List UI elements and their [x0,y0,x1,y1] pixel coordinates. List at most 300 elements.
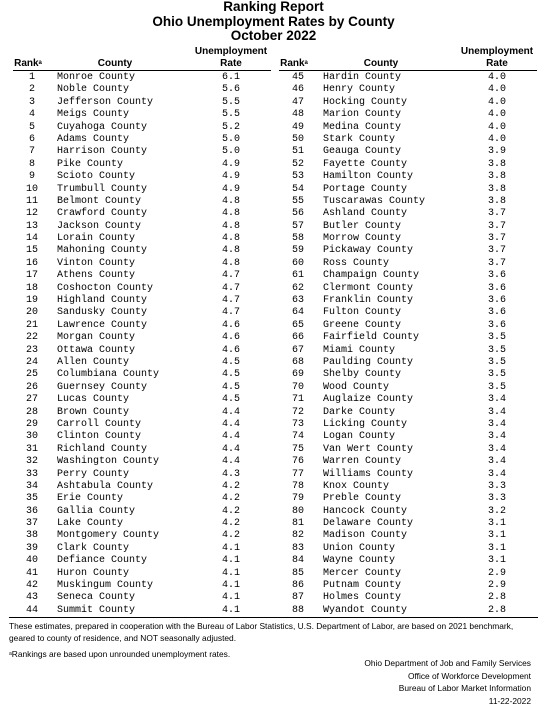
header-rule [13,70,271,71]
footnotes [0,617,547,660]
rate-cell: 3.4 [487,418,506,430]
rate-cell: 4.1 [221,542,240,554]
county-cell: Paulding County [323,356,414,368]
table-row [13,568,271,580]
rank-cell: 25 [25,369,38,381]
report-date: 11-22-2022 [488,695,531,706]
county-cell: Washington County [57,456,160,468]
rank-cell: 17 [25,270,38,282]
rate-cell: 4.7 [221,295,240,307]
rank-cell: 38 [25,530,38,542]
rate-cell: 4.2 [221,505,240,517]
rank-cell: 48 [291,109,304,121]
table-row [279,122,537,134]
rate-cell: 3.6 [487,307,506,319]
report-title: Ranking Report [223,0,324,14]
table-row [279,184,537,196]
table-row [279,481,537,493]
county-cell: Noble County [57,84,130,96]
table-row [279,109,537,121]
county-cell: Richland County [57,443,148,455]
table-row [279,469,537,481]
table-row [13,605,271,617]
table-row [13,419,271,431]
rank-cell: 22 [25,332,38,344]
table-row [13,481,271,493]
rank-cell: 11 [25,195,38,207]
county-cell: Lake County [57,518,124,530]
rank-header: Rank$^a$ [280,58,308,69]
rate-cell: 3.5 [487,332,506,344]
rate-cell: 3.6 [487,282,506,294]
rate-cell: 4.5 [221,394,240,406]
county-cell: Licking County [323,418,408,430]
table-row [13,283,271,295]
rate-cell: 3.8 [487,158,506,170]
rank-cell: 3 [28,96,35,108]
table-row [279,518,537,530]
rank-cell: 41 [25,567,38,579]
county-cell: Allen County [57,356,130,368]
county-cell: Lucas County [57,394,130,406]
table-row [13,493,271,505]
rank-cell: 50 [291,133,304,145]
rank-cell: 8 [28,158,35,170]
rate-cell: 3.6 [487,270,506,282]
rank-cell: 76 [291,456,304,468]
rank-cell: 4 [28,109,35,121]
rate-cell: 3.5 [487,369,506,381]
rank-cell: 80 [291,505,304,517]
table-row [279,146,537,158]
county-cell: Ashtabula County [57,480,154,492]
county-cell: Logan County [323,431,396,443]
rank-cell: 43 [25,592,38,604]
county-cell: Monroe County [57,72,136,83]
table-row [13,345,271,357]
agency-name: Ohio Department of Job and Family Services [364,658,531,668]
rate-cell: 4.8 [221,195,240,207]
rank-cell: 2 [28,84,35,96]
rate-cell: 4.5 [221,369,240,381]
county-cell: Clermont County [323,282,414,294]
rate-cell: 3.6 [487,295,506,307]
rate-cell: 4.2 [221,480,240,492]
county-cell: Lawrence County [57,319,148,331]
county-cell: Perry County [57,468,130,480]
rate-cell: 3.8 [487,171,506,183]
rank-cell: 14 [25,233,38,245]
rank-cell: 31 [25,443,38,455]
rank-cell: 73 [291,418,304,430]
county-cell: Medina County [323,121,402,133]
rate-cell: 3.2 [487,505,506,517]
rank-cell: 66 [291,332,304,344]
county-cell: Montgomery County [57,530,160,542]
table-row [279,568,537,580]
rank-cell: 83 [291,542,304,554]
footnote-ranking: $^a$Rankings are based upon unrounded unemployment rates. [9,649,231,659]
county-header: County [97,58,133,69]
rank-cell: 63 [291,295,304,307]
table-row [13,196,271,208]
county-cell: Scioto County [57,171,136,183]
county-cell: Erie County [57,493,124,505]
rate-cell: 3.7 [487,233,506,245]
rank-cell: 70 [291,381,304,393]
rate-cell: 4.8 [221,245,240,257]
rank-cell: 21 [25,319,38,331]
county-cell: Ross County [323,257,390,269]
rate-cell: 4.4 [221,418,240,430]
rate-cell: 4.3 [221,468,240,480]
table-row [279,245,537,257]
table-row [279,97,537,109]
rate-cell: 4.6 [221,319,240,331]
rank-cell: 56 [291,208,304,220]
rank-cell: 45 [291,72,304,83]
rank-cell: 27 [25,394,38,406]
rate-cell: 4.2 [221,493,240,505]
rate-cell: 3.7 [487,220,506,232]
table-row [13,184,271,196]
rank-cell: 44 [25,604,38,616]
rank-cell: 58 [291,233,304,245]
rank-cell: 24 [25,356,38,368]
table-row [279,332,537,344]
rate-cell: 4.9 [221,158,240,170]
agency-block [364,657,531,707]
rate-cell: 3.1 [487,530,506,542]
report-title-block [0,0,547,44]
table-row [13,518,271,530]
county-cell: Meigs County [57,109,130,121]
rate-cell: 3.4 [487,456,506,468]
table-row [279,270,537,282]
rank-cell: 19 [25,295,38,307]
rate-cell: 4.4 [221,456,240,468]
table-row [13,320,271,332]
rank-cell: 23 [25,344,38,356]
county-cell: Wyandot County [323,604,408,616]
rate-cell: 3.4 [487,406,506,418]
rank-cell: 81 [291,518,304,530]
table-row [279,580,537,592]
rate-cell: 4.1 [221,555,240,567]
table-row [279,394,537,406]
rate-cell: 2.8 [487,604,506,616]
table-row [279,592,537,604]
rate-cell: 4.0 [487,72,506,83]
table-row [13,245,271,257]
rate-header-line1: Unemployment [460,46,534,57]
rate-cell: 4.1 [221,580,240,592]
county-cell: Hancock County [323,505,408,517]
table-row [279,369,537,381]
rank-cell: 86 [291,580,304,592]
rate-cell: 3.8 [487,183,506,195]
table-row [13,171,271,183]
county-cell: Morrow County [323,233,402,245]
county-cell: Ashland County [323,208,408,220]
table-row [279,345,537,357]
county-cell: Wood County [323,381,390,393]
county-cell: Williams County [323,468,414,480]
table-row [13,332,271,344]
rate-cell: 2.9 [487,580,506,592]
rate-cell: 4.8 [221,220,240,232]
table-body [279,72,537,617]
county-cell: Carroll County [57,418,142,430]
rank-cell: 87 [291,592,304,604]
table-row [279,431,537,443]
rate-cell: 4.1 [221,604,240,616]
rank-cell: 88 [291,604,304,616]
rate-header-line1: Unemployment [194,46,268,57]
table-row [279,258,537,270]
rank-cell: 39 [25,542,38,554]
county-cell: Pickaway County [323,245,414,257]
county-cell: Athens County [57,270,136,282]
rank-cell: 6 [28,133,35,145]
rank-cell: 7 [28,146,35,158]
rank-cell: 54 [291,183,304,195]
table-row [13,456,271,468]
rank-cell: 85 [291,567,304,579]
rate-cell: 3.7 [487,208,506,220]
rate-cell: 3.4 [487,468,506,480]
table-row [279,605,537,617]
rate-cell: 5.6 [221,84,240,96]
county-cell: Portage County [323,183,408,195]
county-cell: Franklin County [323,295,414,307]
county-cell: Fayette County [323,158,408,170]
rate-cell: 4.2 [221,530,240,542]
rank-cell: 55 [291,195,304,207]
rate-cell: 3.5 [487,381,506,393]
table-row [279,419,537,431]
agency-office: Office of Workforce Development [407,670,531,681]
rate-cell: 3.7 [487,245,506,257]
county-cell: Jefferson County [57,96,154,108]
rank-cell: 35 [25,493,38,505]
rate-cell: 3.8 [487,195,506,207]
county-cell: Clinton County [57,431,142,443]
rate-cell: 5.5 [221,109,240,121]
table-body [13,72,271,617]
table-header [13,46,271,72]
county-cell: Seneca County [57,592,136,604]
county-cell: Greene County [323,319,402,331]
rate-cell: 4.0 [487,84,506,96]
rate-cell: 3.1 [487,555,506,567]
table-row [13,394,271,406]
table-row [13,357,271,369]
county-cell: Stark County [323,133,396,145]
rank-cell: 9 [28,171,35,183]
table-row [13,580,271,592]
county-cell: Union County [323,542,396,554]
rate-cell: 3.3 [487,493,506,505]
rank-cell: 62 [291,282,304,294]
county-cell: Lorain County [57,233,136,245]
rate-cell: 4.0 [487,133,506,145]
county-cell: Delaware County [323,518,414,530]
county-cell: Columbiana County [57,369,160,381]
rank-cell: 57 [291,220,304,232]
rate-cell: 3.4 [487,443,506,455]
table-row [13,159,271,171]
rank-cell: 34 [25,480,38,492]
table-row [279,283,537,295]
rank-cell: 37 [25,518,38,530]
rank-cell: 18 [25,282,38,294]
table-row [279,320,537,332]
table-row [13,97,271,109]
rank-cell: 16 [25,257,38,269]
rank-cell: 78 [291,480,304,492]
table-row [13,208,271,220]
report-subtitle: Ohio Unemployment Rates by County [152,13,395,29]
table-row [279,72,537,84]
rate-cell: 4.9 [221,183,240,195]
rate-header-line2: Rate [220,58,242,69]
county-cell: Gallia County [57,505,136,517]
rate-cell: 4.0 [487,121,506,133]
table-row [13,221,271,233]
rank-cell: 79 [291,493,304,505]
rank-cell: 42 [25,580,38,592]
county-cell: Trumbull County [57,183,148,195]
county-cell: Vinton County [57,257,136,269]
rate-cell: 6.1 [221,72,240,83]
table-row [279,307,537,319]
table-row [279,196,537,208]
rate-cell: 4.2 [221,518,240,530]
rank-cell: 32 [25,456,38,468]
rate-cell: 3.3 [487,480,506,492]
table-row [279,208,537,220]
county-cell: Crawford County [57,208,148,220]
table-row [13,109,271,121]
county-cell: Hamilton County [323,171,414,183]
county-cell: Knox County [323,480,390,492]
county-cell: Jackson County [57,220,142,232]
rank-cell: 12 [25,208,38,220]
ranking-table-right [279,46,537,617]
county-cell: Tuscarawas County [323,195,426,207]
table-row [279,493,537,505]
county-cell: Brown County [57,406,130,418]
rate-cell: 2.8 [487,592,506,604]
table-row [13,72,271,84]
rank-cell: 13 [25,220,38,232]
county-cell: Clark County [57,542,130,554]
rate-cell: 4.4 [221,431,240,443]
table-row [13,369,271,381]
rate-cell: 4.6 [221,332,240,344]
rate-cell: 4.5 [221,356,240,368]
table-row [279,295,537,307]
ranking-table-left [13,46,271,617]
county-cell: Henry County [323,84,396,96]
rate-cell: 3.9 [487,146,506,158]
rate-cell: 3.7 [487,257,506,269]
rate-cell: 4.0 [487,96,506,108]
rank-cell: 33 [25,468,38,480]
footnote-methodology: These estimates, prepared in cooperation with the Bureau of Labor Statistics, U.S. Department of Labor, are based on 2021 benchmark, geared to county of residence, and NOT seasonally adjusted. [9,621,514,643]
county-cell: Adams County [57,133,130,145]
rank-cell: 53 [291,171,304,183]
rate-cell: 5.2 [221,121,240,133]
rate-cell: 4.4 [221,406,240,418]
rank-cell: 77 [291,468,304,480]
table-row [13,134,271,146]
rank-cell: 15 [25,245,38,257]
rate-cell: 5.5 [221,96,240,108]
rate-cell: 4.0 [487,109,506,121]
table-row [279,84,537,96]
table-row [13,258,271,270]
rank-cell: 65 [291,319,304,331]
county-cell: Belmont County [57,195,142,207]
table-row [13,307,271,319]
county-cell: Madison County [323,530,408,542]
rate-cell: 3.5 [487,356,506,368]
table-row [279,555,537,567]
table-header [279,46,537,72]
rank-cell: 47 [291,96,304,108]
rank-cell: 60 [291,257,304,269]
county-cell: Marion County [323,109,402,121]
table-row [279,221,537,233]
rank-cell: 46 [291,84,304,96]
county-cell: Hardin County [323,72,402,83]
county-cell: Cuyahoga County [57,121,148,133]
rate-cell: 4.1 [221,567,240,579]
table-row [279,444,537,456]
table-row [13,592,271,604]
rank-cell: 49 [291,121,304,133]
table-row [279,382,537,394]
rank-cell: 28 [25,406,38,418]
rate-cell: 4.1 [221,592,240,604]
county-cell: Ottawa County [57,344,136,356]
county-cell: Darke County [323,406,396,418]
rank-cell: 67 [291,344,304,356]
county-cell: Shelby County [323,369,402,381]
county-cell: Auglaize County [323,394,414,406]
table-row [13,295,271,307]
table-row [13,506,271,518]
rank-cell: 5 [28,121,35,133]
rank-cell: 72 [291,406,304,418]
county-cell: Holmes County [323,592,402,604]
rate-cell: 4.9 [221,171,240,183]
rate-cell: 4.4 [221,443,240,455]
county-cell: Muskingum County [57,580,154,592]
rate-cell: 5.0 [221,146,240,158]
rate-cell: 4.8 [221,208,240,220]
table-row [279,134,537,146]
county-cell: Fairfield County [323,332,420,344]
rate-cell: 3.4 [487,431,506,443]
rank-cell: 36 [25,505,38,517]
rank-cell: 1 [28,72,35,83]
table-row [279,506,537,518]
header-rule [279,70,537,71]
rate-cell: 2.9 [487,567,506,579]
